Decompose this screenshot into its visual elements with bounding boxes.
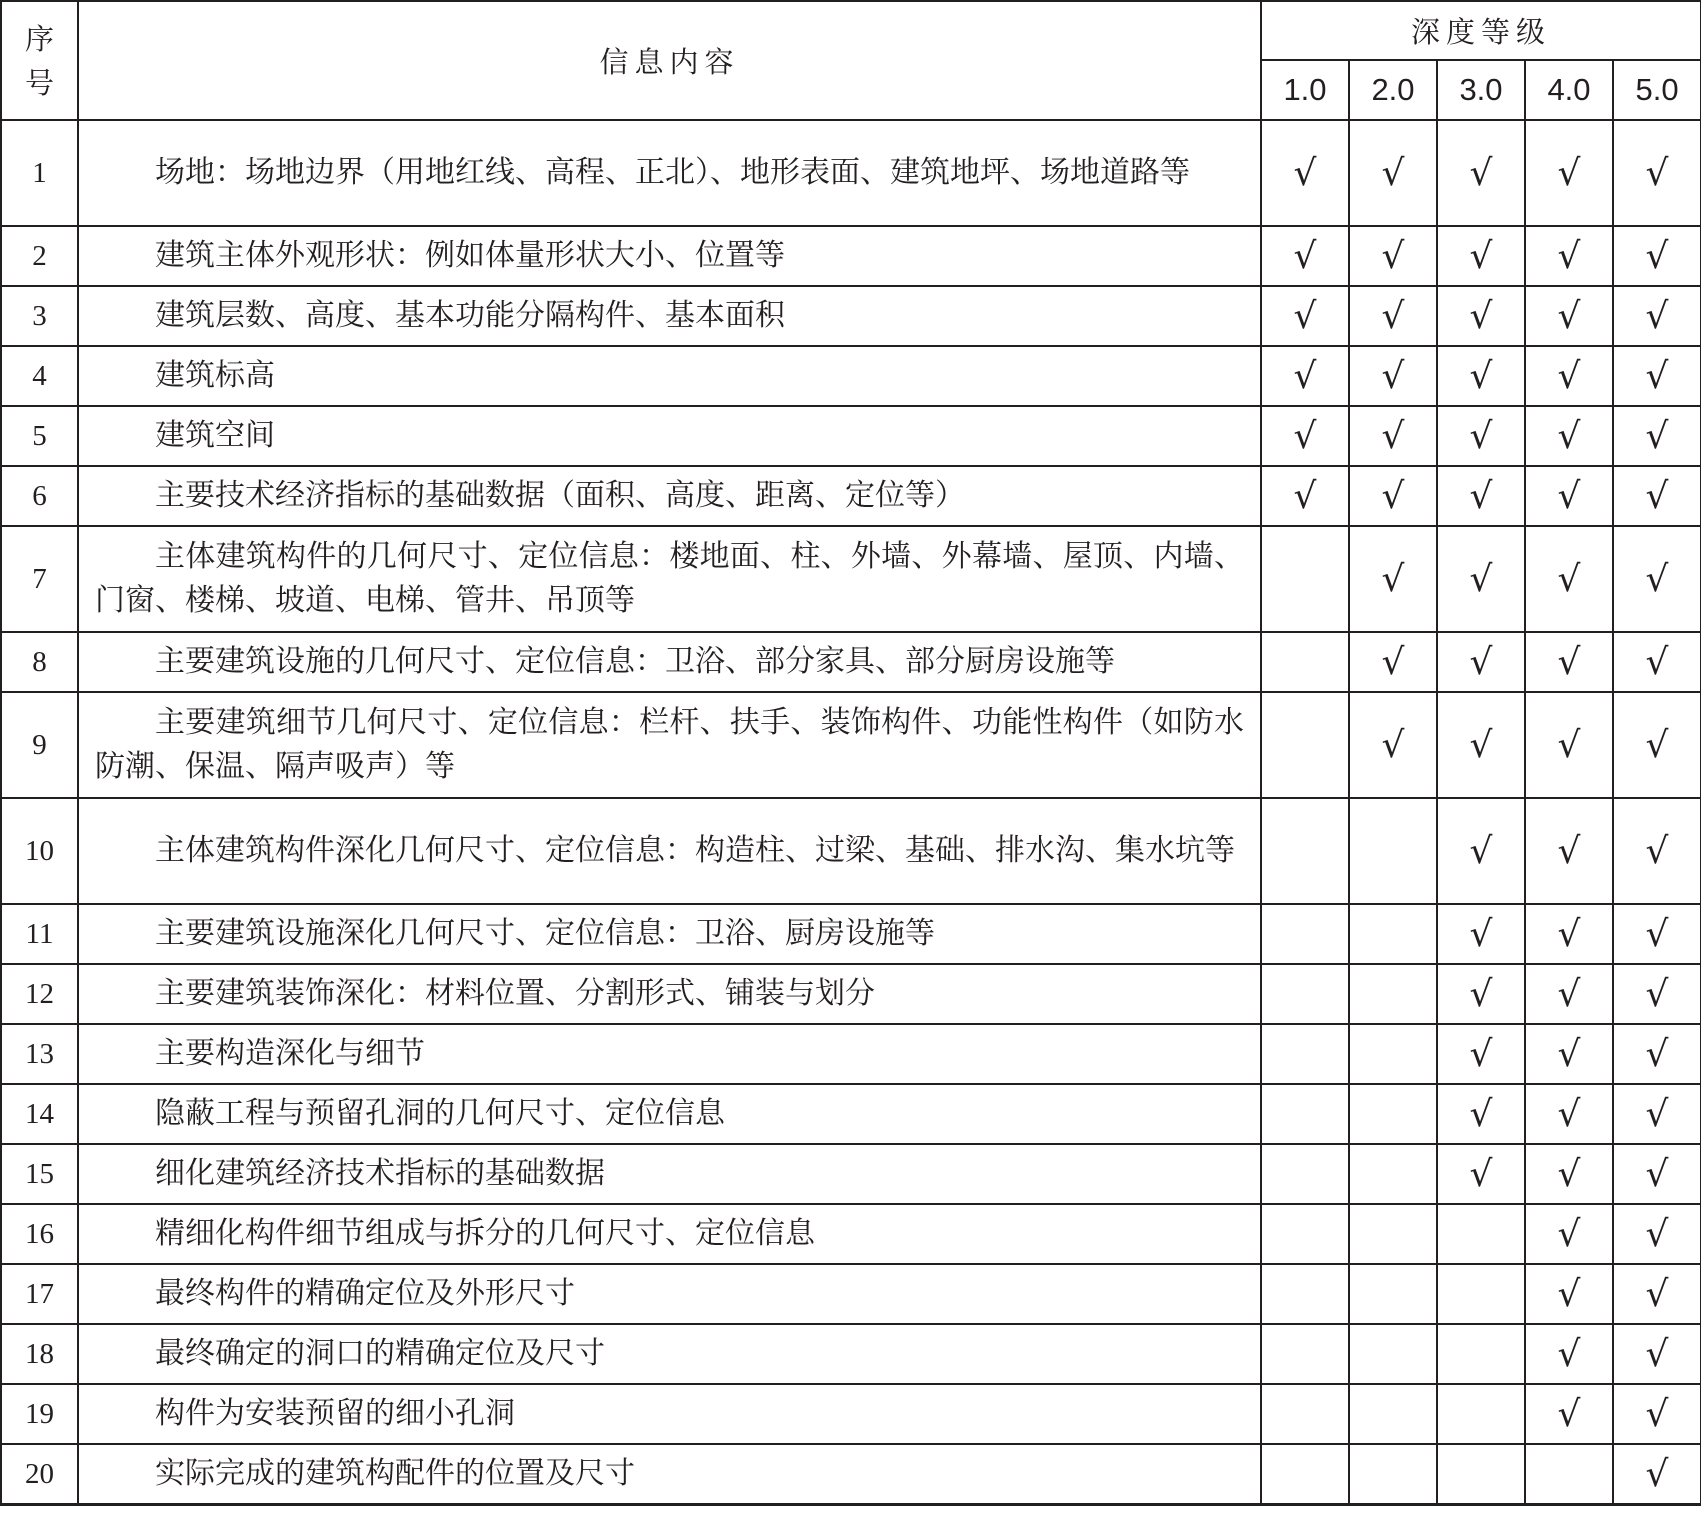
level-mark-cell [1613,1384,1701,1444]
level-mark-cell [1525,226,1613,286]
row-info-text: 最终确定的洞口的精确定位及尺寸 [155,1336,605,1371]
check-icon: √ [1645,1393,1669,1435]
table-row [1,1264,1701,1324]
level-mark-cell [1613,1444,1701,1505]
level-mark-cell [1437,964,1525,1024]
level-mark-cell [1349,1204,1437,1264]
level-mark-cell [1437,346,1525,406]
check-icon: √ [1645,830,1669,872]
check-icon: √ [1645,1273,1669,1315]
check-icon: √ [1557,235,1581,277]
check-icon: √ [1293,475,1317,517]
level-mark-cell [1525,406,1613,466]
level-mark-cell [1349,226,1437,286]
row-info-text: 主要技术经济指标的基础数据（面积、高度、距离、定位等） [155,478,965,513]
row-seq-number: 12 [1,964,78,1024]
level-mark-cell [1613,904,1701,964]
check-icon: √ [1645,235,1669,277]
row-info-content [78,1324,1261,1384]
table-row [1,1204,1701,1264]
header-depth-level: 深度等级 [1261,1,1701,60]
check-icon: √ [1557,152,1581,194]
row-seq-number: 17 [1,1264,78,1324]
check-icon: √ [1381,475,1405,517]
table-row [1,1444,1701,1505]
check-icon: √ [1645,973,1669,1015]
check-icon: √ [1645,1453,1669,1495]
level-mark-cell [1613,1264,1701,1324]
table-row [1,406,1701,466]
check-icon: √ [1557,475,1581,517]
level-mark-cell [1525,1024,1613,1084]
check-icon: √ [1381,641,1405,683]
level-mark-cell [1261,798,1349,904]
level-mark-cell [1437,1384,1525,1444]
row-info-text: 隐蔽工程与预留孔洞的几何尺寸、定位信息 [155,1096,725,1131]
row-seq-number: 6 [1,466,78,526]
level-mark-cell [1525,964,1613,1024]
level-mark-cell [1525,1444,1613,1505]
row-info-text: 构件为安装预留的细小孔洞 [155,1396,515,1431]
header-seq-label: 序号 [24,21,54,100]
row-seq-number: 2 [1,226,78,286]
row-seq-number: 9 [1,692,78,798]
check-icon: √ [1645,295,1669,337]
check-icon: √ [1469,295,1493,337]
level-mark-cell [1349,1084,1437,1144]
row-info-content [78,526,1261,632]
table-header [1,1,1701,120]
table-row [1,526,1701,632]
row-seq-number: 20 [1,1444,78,1505]
level-mark-cell [1349,526,1437,632]
level-mark-cell [1349,1444,1437,1505]
check-icon: √ [1557,1153,1581,1195]
row-info-content [78,692,1261,798]
table-row [1,1144,1701,1204]
row-info-text: 主体建筑构件的几何尺寸、定位信息：楼地面、柱、外墙、外幕墙、屋顶、内墙、门窗、楼梯、坡道、电梯、管井、吊顶等 [95,539,1244,618]
level-mark-cell [1349,964,1437,1024]
level-mark-cell [1613,1324,1701,1384]
row-seq-number: 16 [1,1204,78,1264]
row-info-content [78,1024,1261,1084]
table-row [1,692,1701,798]
check-icon: √ [1469,641,1493,683]
level-mark-cell [1261,692,1349,798]
level-mark-cell [1437,1084,1525,1144]
level-mark-cell [1525,1384,1613,1444]
check-icon: √ [1645,475,1669,517]
table-row [1,1384,1701,1444]
level-mark-cell [1261,1384,1349,1444]
check-icon: √ [1645,641,1669,683]
level-mark-cell [1261,120,1349,226]
check-icon: √ [1557,1093,1581,1135]
level-mark-cell [1261,1024,1349,1084]
check-icon: √ [1557,913,1581,955]
table-row [1,904,1701,964]
check-icon: √ [1557,1393,1581,1435]
row-seq-number: 3 [1,286,78,346]
level-mark-cell [1613,226,1701,286]
check-icon: √ [1469,973,1493,1015]
level-mark-cell [1613,346,1701,406]
row-info-text: 主要建筑设施的几何尺寸、定位信息：卫浴、部分家具、部分厨房设施等 [155,644,1115,679]
level-mark-cell [1525,526,1613,632]
level-mark-cell [1613,798,1701,904]
check-icon: √ [1645,913,1669,955]
level-mark-cell [1437,1024,1525,1084]
level-mark-cell [1349,1324,1437,1384]
row-info-content [78,466,1261,526]
table-row [1,466,1701,526]
header-level-3-0: 3.0 [1437,60,1525,120]
level-mark-cell [1437,466,1525,526]
row-info-content [78,1264,1261,1324]
level-mark-cell [1437,1264,1525,1324]
check-icon: √ [1645,152,1669,194]
check-icon: √ [1469,724,1493,766]
check-icon: √ [1557,1033,1581,1075]
level-mark-cell [1613,964,1701,1024]
level-mark-cell [1349,406,1437,466]
row-info-text: 场地：场地边界（用地红线、高程、正北）、地形表面、建筑地坪、场地道路等 [155,155,1190,190]
check-icon: √ [1381,558,1405,600]
check-icon: √ [1381,295,1405,337]
level-mark-cell [1349,904,1437,964]
level-mark-cell [1349,1144,1437,1204]
level-mark-cell [1261,526,1349,632]
table-row [1,632,1701,692]
level-mark-cell [1437,406,1525,466]
check-icon: √ [1645,1333,1669,1375]
level-mark-cell [1261,964,1349,1024]
row-info-text: 主要建筑装饰深化：材料位置、分割形式、铺装与划分 [155,976,875,1011]
header-level-1-0: 1.0 [1261,60,1349,120]
level-mark-cell [1349,286,1437,346]
level-mark-cell [1261,1324,1349,1384]
check-icon: √ [1557,830,1581,872]
check-icon: √ [1557,355,1581,397]
level-mark-cell [1261,904,1349,964]
check-icon: √ [1381,152,1405,194]
row-info-text: 主要建筑设施深化几何尺寸、定位信息：卫浴、厨房设施等 [155,916,935,951]
level-mark-cell [1525,346,1613,406]
row-info-content [78,406,1261,466]
check-icon: √ [1557,973,1581,1015]
level-mark-cell [1525,904,1613,964]
table-row [1,964,1701,1024]
row-info-text: 实际完成的建筑构配件的位置及尺寸 [155,1456,635,1491]
level-mark-cell [1525,1084,1613,1144]
level-mark-cell [1437,120,1525,226]
row-seq-number: 14 [1,1084,78,1144]
row-info-text: 建筑标高 [155,358,275,393]
level-mark-cell [1349,1384,1437,1444]
row-info-content [78,1084,1261,1144]
row-info-content [78,1444,1261,1505]
level-mark-cell [1261,632,1349,692]
level-mark-cell [1261,346,1349,406]
row-seq-number: 10 [1,798,78,904]
header-level-4-0: 4.0 [1525,60,1613,120]
table-row [1,798,1701,904]
header-content: 信息内容 [78,1,1261,120]
table-row [1,120,1701,226]
row-info-content [78,1144,1261,1204]
row-info-text: 建筑层数、高度、基本功能分隔构件、基本面积 [155,298,785,333]
check-icon: √ [1469,152,1493,194]
level-mark-cell [1437,1444,1525,1505]
level-mark-cell [1261,406,1349,466]
check-icon: √ [1557,1213,1581,1255]
row-info-text: 主要构造深化与细节 [155,1036,425,1071]
level-mark-cell [1525,1144,1613,1204]
level-mark-cell [1349,1024,1437,1084]
level-mark-cell [1437,632,1525,692]
level-mark-cell [1437,286,1525,346]
check-icon: √ [1469,355,1493,397]
check-icon: √ [1469,830,1493,872]
check-icon: √ [1645,415,1669,457]
row-info-content [78,798,1261,904]
level-mark-cell [1349,1264,1437,1324]
level-mark-cell [1525,1324,1613,1384]
level-mark-cell [1525,120,1613,226]
level-mark-cell [1525,692,1613,798]
row-seq-number: 5 [1,406,78,466]
row-info-content [78,120,1261,226]
level-mark-cell [1613,120,1701,226]
check-icon: √ [1293,295,1317,337]
level-mark-cell [1525,466,1613,526]
level-mark-cell [1261,1144,1349,1204]
check-icon: √ [1293,152,1317,194]
row-info-content [78,346,1261,406]
check-icon: √ [1645,724,1669,766]
table-row [1,1324,1701,1384]
check-icon: √ [1293,355,1317,397]
row-seq-number: 18 [1,1324,78,1384]
row-info-content [78,286,1261,346]
level-mark-cell [1525,798,1613,904]
level-mark-cell [1437,798,1525,904]
level-mark-cell [1613,1204,1701,1264]
check-icon: √ [1645,1093,1669,1135]
table-row [1,1024,1701,1084]
level-mark-cell [1437,1144,1525,1204]
level-mark-cell [1613,1144,1701,1204]
level-mark-cell [1525,632,1613,692]
check-icon: √ [1645,1213,1669,1255]
table-row [1,226,1701,286]
check-icon: √ [1645,558,1669,600]
level-mark-cell [1613,466,1701,526]
level-mark-cell [1349,798,1437,904]
table-row [1,346,1701,406]
level-mark-cell [1261,1204,1349,1264]
row-info-text: 主要建筑细节几何尺寸、定位信息：栏杆、扶手、装饰构件、功能性构件（如防水防潮、保温、隔声吸声）等 [95,705,1244,784]
check-icon: √ [1557,641,1581,683]
level-mark-cell [1437,692,1525,798]
level-mark-cell [1437,904,1525,964]
check-icon: √ [1469,1093,1493,1135]
row-seq-number: 8 [1,632,78,692]
level-mark-cell [1613,692,1701,798]
check-icon: √ [1469,415,1493,457]
row-seq-number: 15 [1,1144,78,1204]
table-body [1,120,1701,1505]
level-mark-cell [1349,692,1437,798]
check-icon: √ [1557,415,1581,457]
level-mark-cell [1525,1204,1613,1264]
check-icon: √ [1381,355,1405,397]
level-mark-cell [1261,466,1349,526]
check-icon: √ [1645,1033,1669,1075]
row-info-content [78,1384,1261,1444]
header-level-2-0: 2.0 [1349,60,1437,120]
check-icon: √ [1381,724,1405,766]
level-mark-cell [1261,1444,1349,1505]
header-level-5-0: 5.0 [1613,60,1701,120]
check-icon: √ [1469,1033,1493,1075]
row-info-text: 最终构件的精确定位及外形尺寸 [155,1276,575,1311]
level-mark-cell [1437,1324,1525,1384]
check-icon: √ [1293,415,1317,457]
level-mark-cell [1613,526,1701,632]
check-icon: √ [1469,475,1493,517]
level-mark-cell [1613,632,1701,692]
level-mark-cell [1261,1084,1349,1144]
check-icon: √ [1469,235,1493,277]
check-icon: √ [1469,913,1493,955]
row-seq-number: 13 [1,1024,78,1084]
level-mark-cell [1525,1264,1613,1324]
header-seq [1,1,78,120]
check-icon: √ [1469,1153,1493,1195]
row-seq-number: 7 [1,526,78,632]
check-icon: √ [1557,558,1581,600]
level-mark-cell [1613,406,1701,466]
level-mark-cell [1261,1264,1349,1324]
row-info-text: 精细化构件细节组成与拆分的几何尺寸、定位信息 [155,1216,815,1251]
check-icon: √ [1645,355,1669,397]
row-info-text: 细化建筑经济技术指标的基础数据 [155,1156,605,1191]
level-mark-cell [1349,632,1437,692]
check-icon: √ [1557,295,1581,337]
level-mark-cell [1613,1084,1701,1144]
row-seq-number: 4 [1,346,78,406]
level-mark-cell [1613,1024,1701,1084]
level-mark-cell [1613,286,1701,346]
level-mark-cell [1437,526,1525,632]
level-mark-cell [1525,286,1613,346]
row-seq-number: 19 [1,1384,78,1444]
row-info-content [78,1204,1261,1264]
table-row [1,1084,1701,1144]
row-info-text: 建筑空间 [155,418,275,453]
row-info-content [78,904,1261,964]
level-mark-cell [1349,346,1437,406]
row-info-text: 主体建筑构件深化几何尺寸、定位信息：构造柱、过梁、基础、排水沟、集水坑等 [155,833,1235,868]
level-mark-cell [1261,226,1349,286]
table-row [1,286,1701,346]
check-icon: √ [1381,415,1405,457]
row-seq-number: 1 [1,120,78,226]
row-info-text: 建筑主体外观形状：例如体量形状大小、位置等 [155,238,785,273]
check-icon: √ [1557,1273,1581,1315]
row-seq-number: 11 [1,904,78,964]
check-icon: √ [1469,558,1493,600]
level-mark-cell [1437,226,1525,286]
check-icon: √ [1557,1333,1581,1375]
check-icon: √ [1293,235,1317,277]
check-icon: √ [1645,1153,1669,1195]
level-mark-cell [1437,1204,1525,1264]
level-mark-cell [1349,120,1437,226]
row-info-content [78,964,1261,1024]
level-mark-cell [1349,466,1437,526]
row-info-content [78,632,1261,692]
row-info-content [78,226,1261,286]
check-icon: √ [1557,724,1581,766]
level-mark-cell [1261,286,1349,346]
check-icon: √ [1381,235,1405,277]
